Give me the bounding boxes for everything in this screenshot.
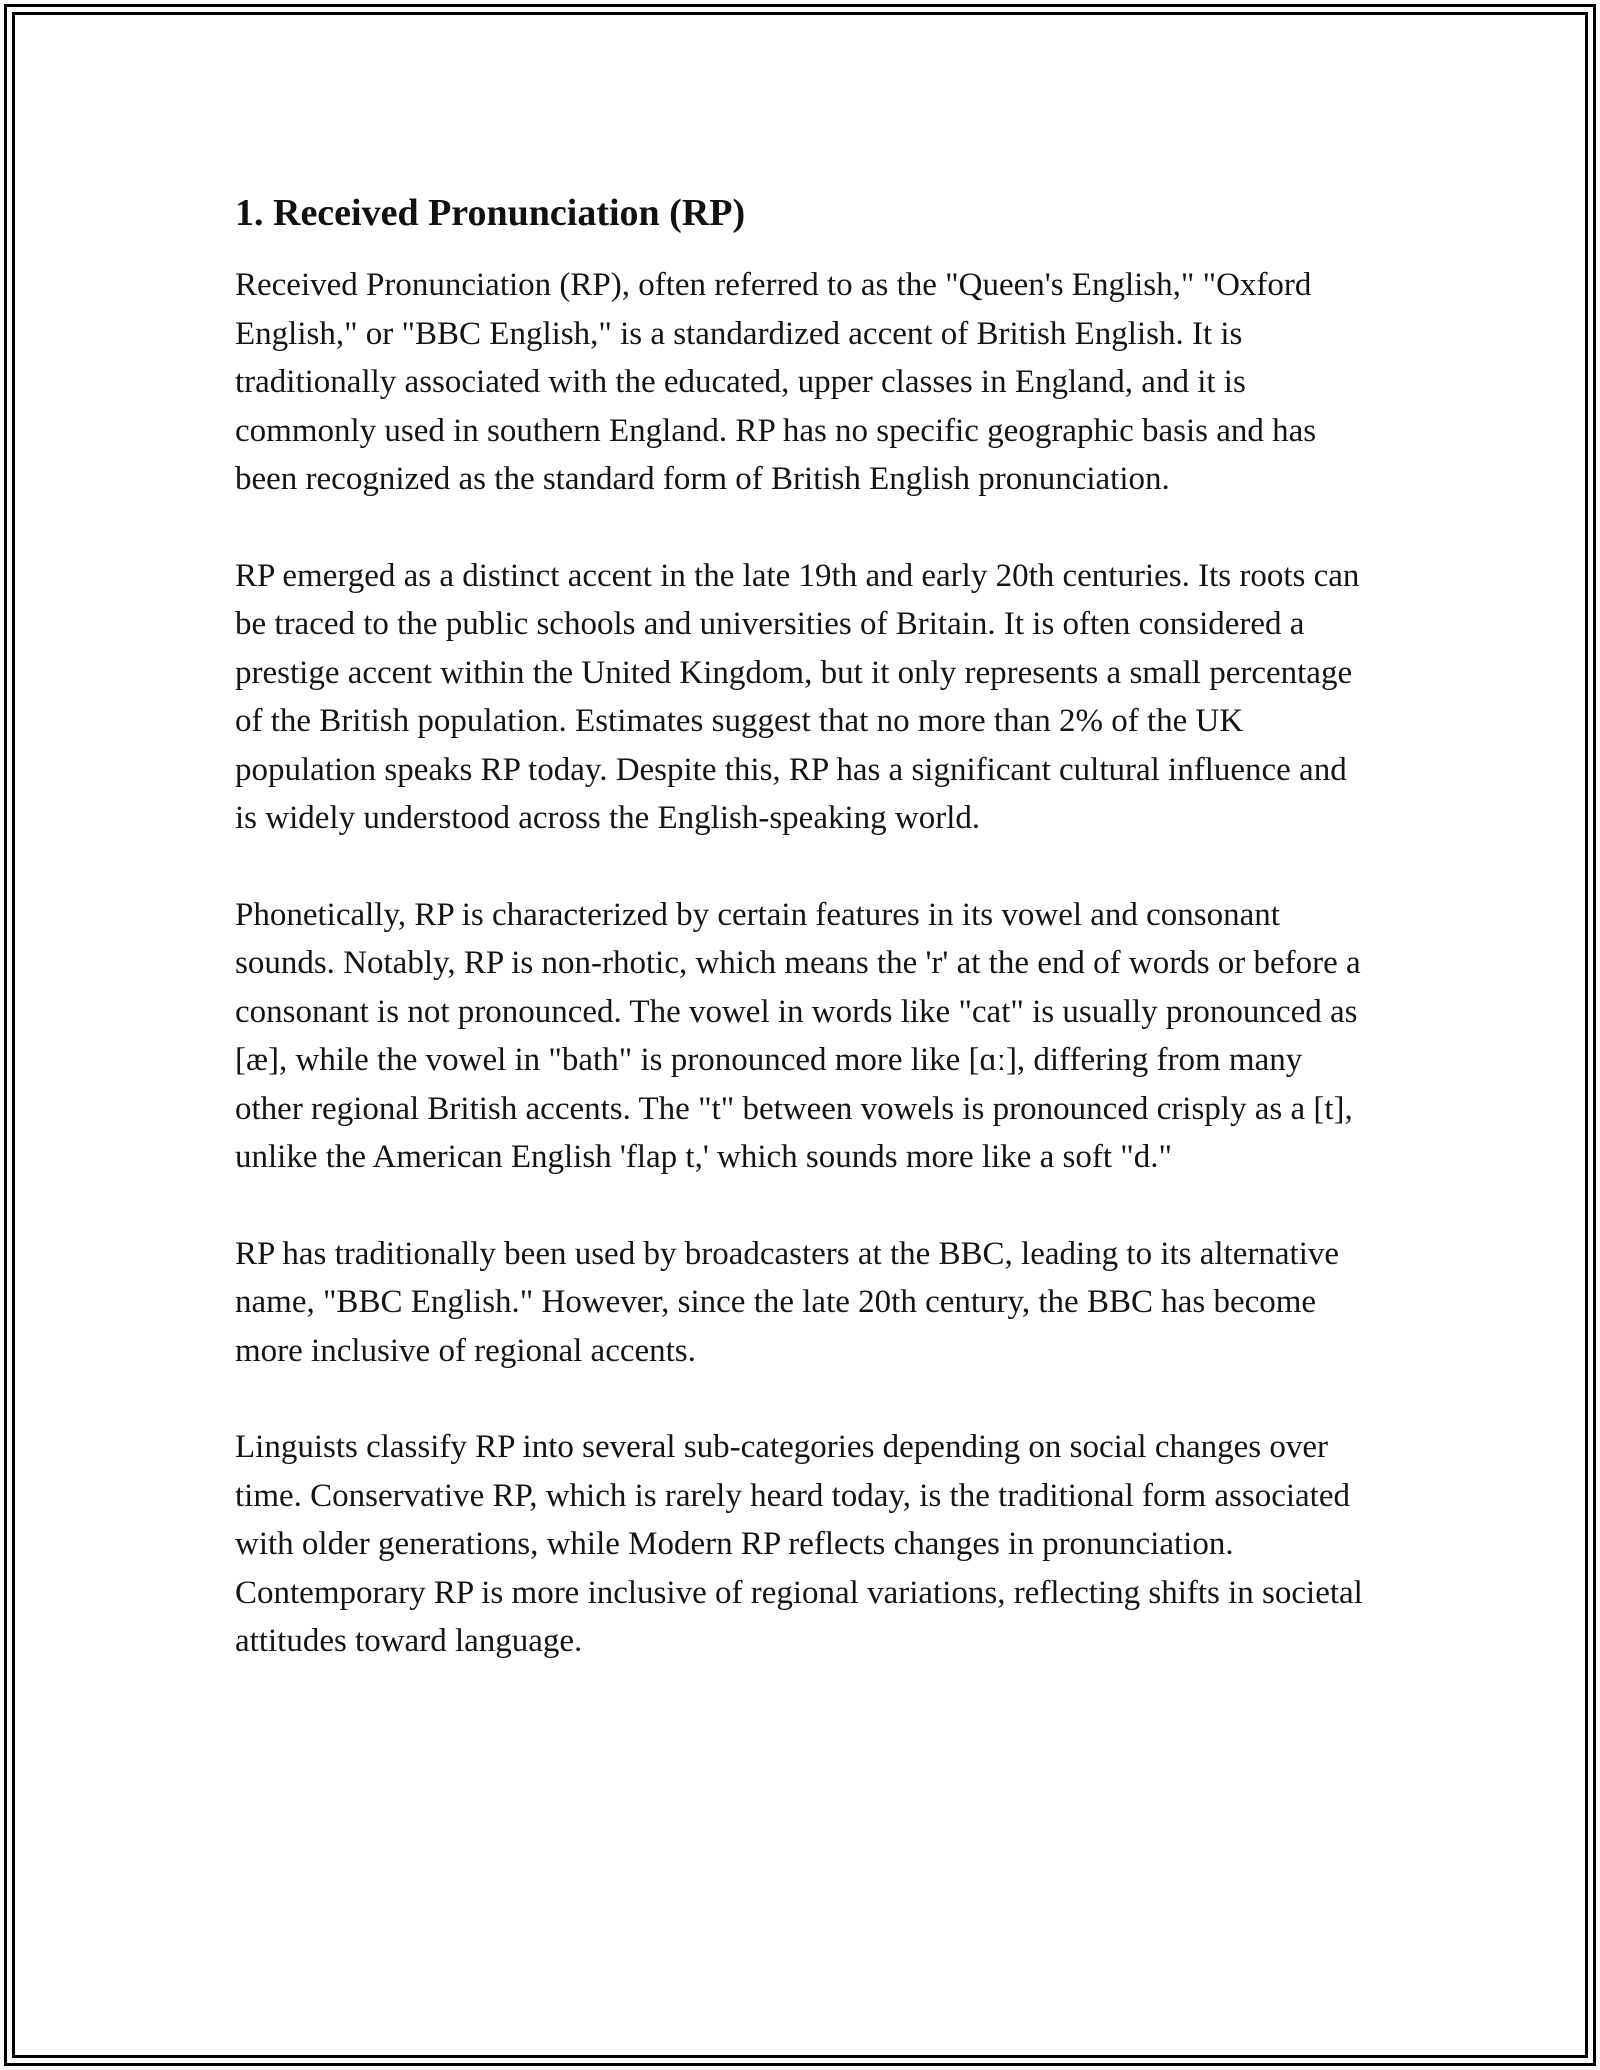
- paragraph-phonetics: Phonetically, RP is characterized by certain features in its vowel and consonant sounds. Notably, RP is non-rhotic, which means the 'r' at the end of words or before a consonant is not pronounced. The vowel in words like "cat" is usually pronounced as [æ], while the vowel in "bath" is pronounced more like [ɑː], differing from many other regional British accents. The "t" between vowels is pronounced crisply as a [t], unlike the American English 'flap t,' which sounds more like a soft "d.": [235, 896, 1361, 1175]
- paragraph-subcategories: Linguists classify RP into several sub-categories depending on social changes over time. Conservative RP, which is rarely heard today, is the traditional form associated with older generations, while Modern RP reflects changes in pronunciation. Contemporary RP is more inclusive of regional variations, reflecting shifts in societal attitudes toward language.: [235, 1429, 1363, 1659]
- section-heading: 1. Received Pronunciation (RP): [235, 192, 746, 234]
- paragraph-bbc: RP has traditionally been used by broadcasters at the BBC, leading to its alternative name, "BBC English." However, since the late 20th century, the BBC has become more inclusive of regional accents.: [235, 1235, 1340, 1369]
- paragraph-overview: Received Pronunciation (RP), often referred to as the "Queen's English," "Oxford English," or "BBC English," is a standardized accent of British English. It is traditionally associated with the educated, upper classes in England, and it is commonly used in southern England. RP has no specific geographic basis and has been recognized as the standard form of British English pronunciation.: [235, 267, 1317, 497]
- paragraph-history: RP emerged as a distinct accent in the late 19th and early 20th centuries. Its roots can be traced to the public schools and universities of Britain. It is often considered a prestige accent within the United Kingdom, but it only represents a small percentage of the British population. Estimates suggest that no more than 2% of the UK population speaks RP today. Despite this, RP has a significant cultural influence and is widely understood across the English-speaking world.: [235, 557, 1360, 836]
- document-body: [235, 185, 1375, 1666]
